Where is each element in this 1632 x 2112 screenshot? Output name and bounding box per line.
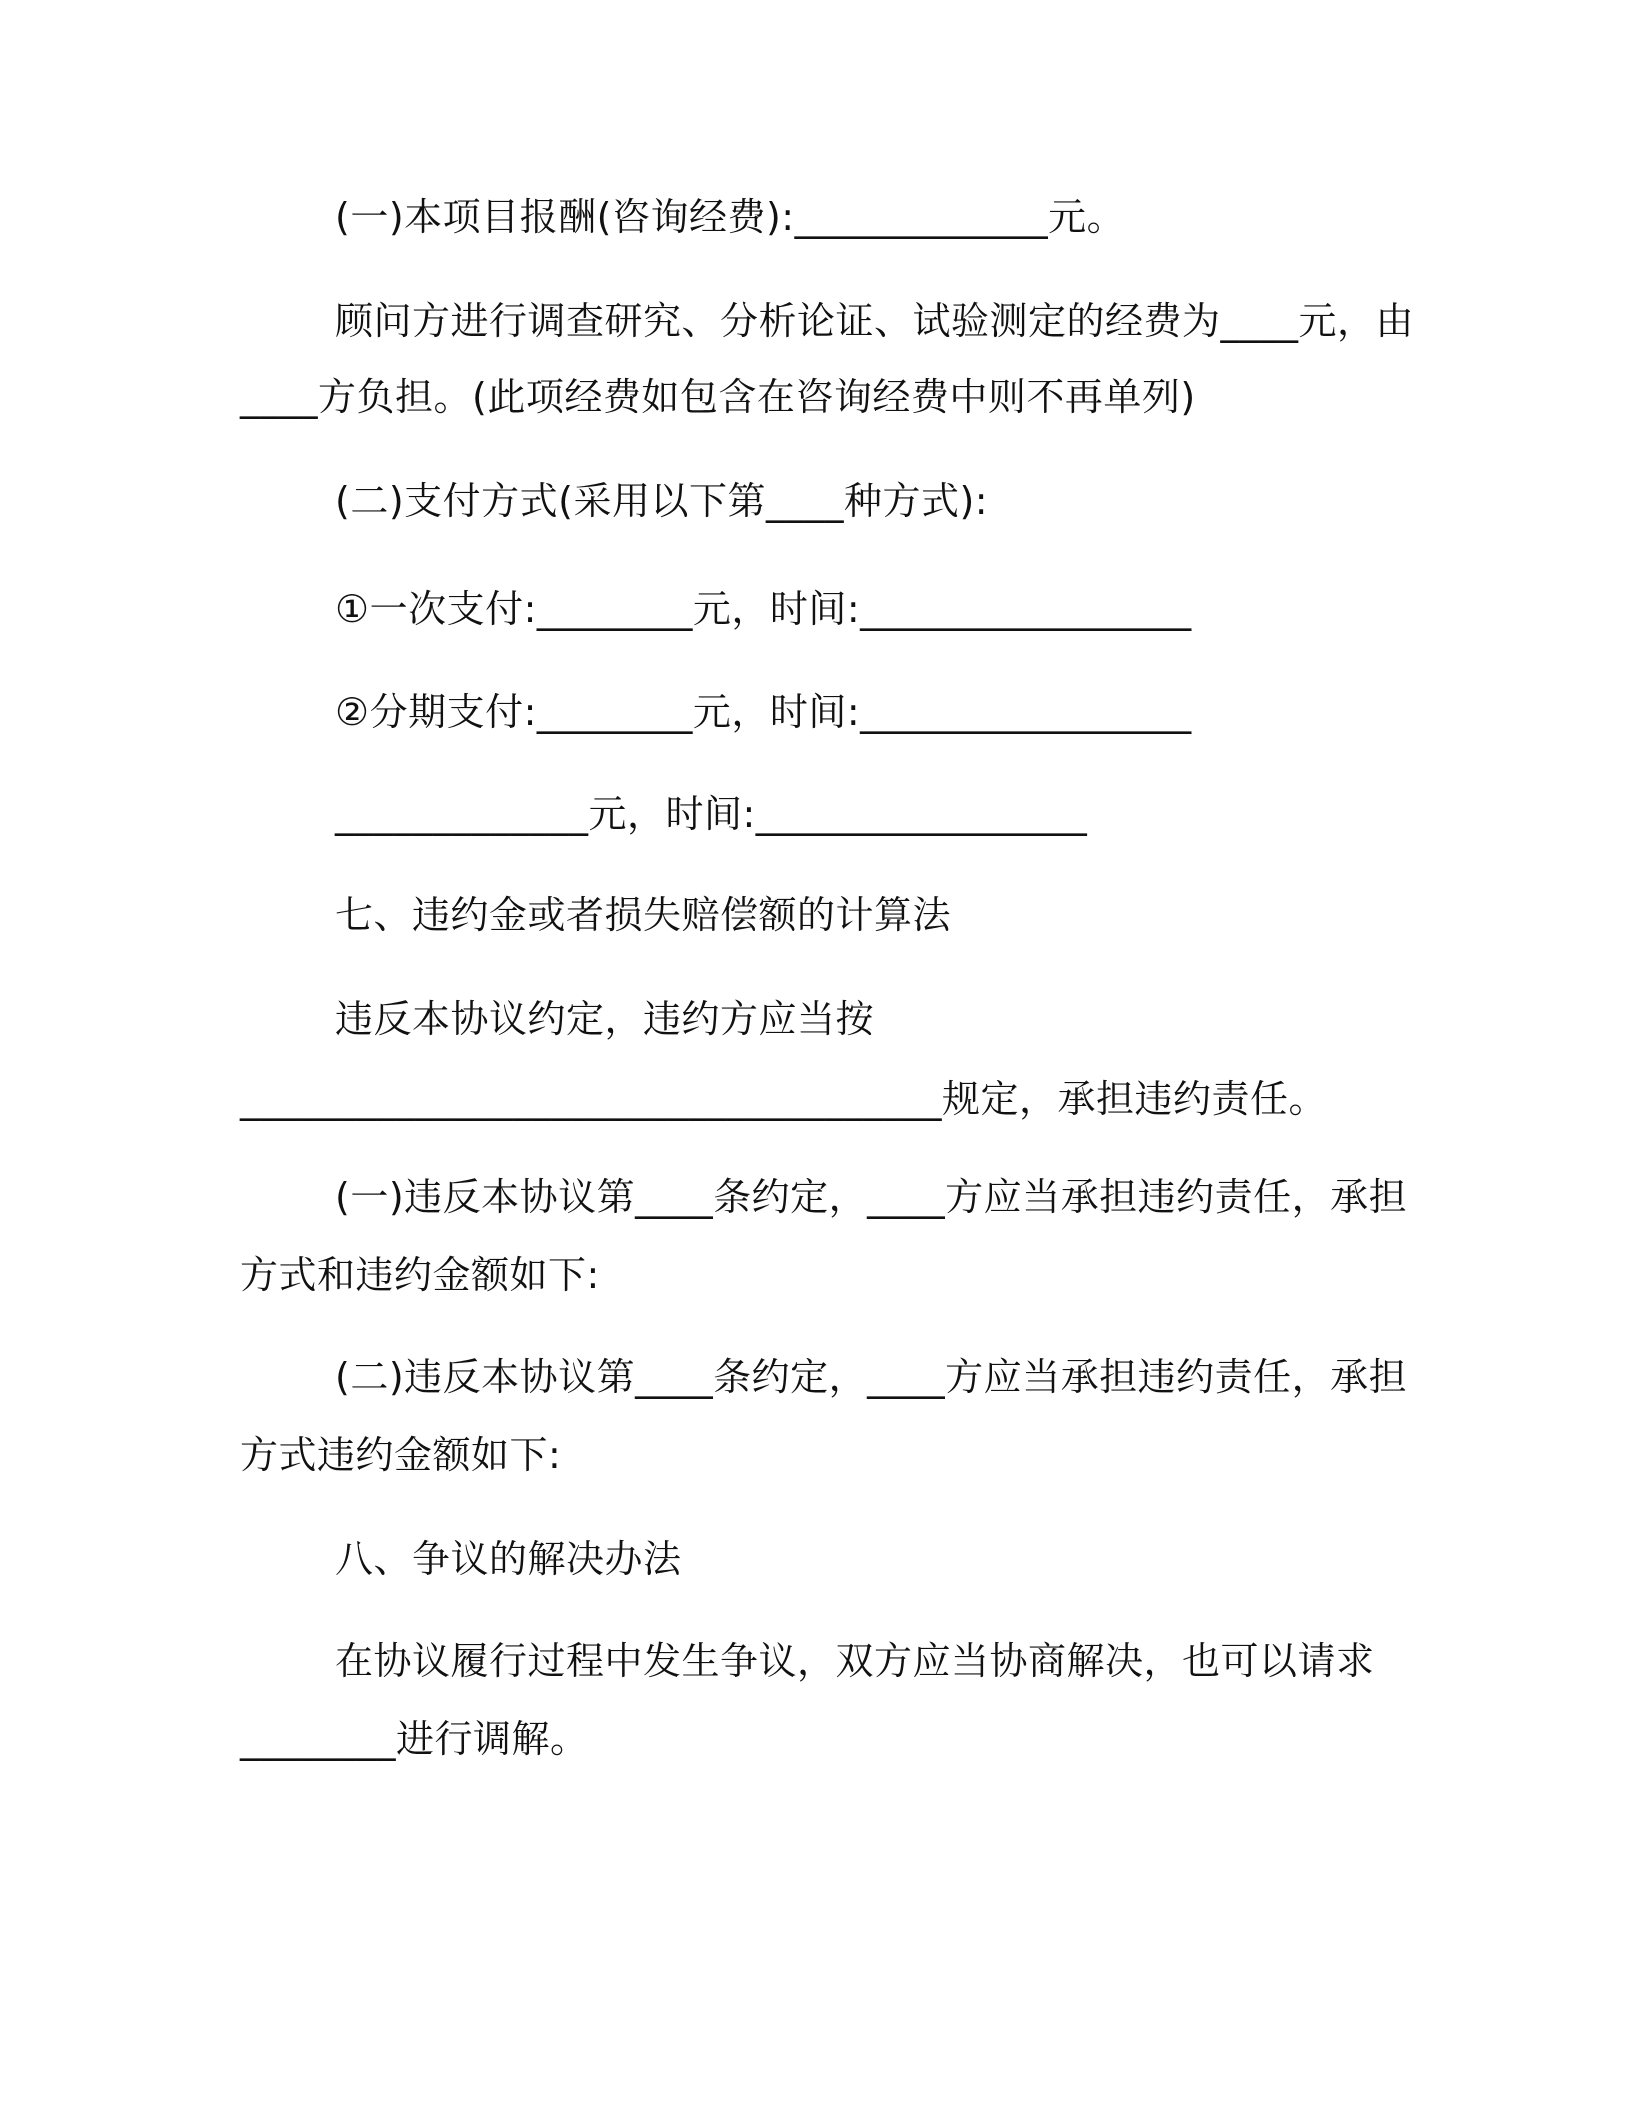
breach-clause-one: (一)违反本协议第____条约定，____方应当承担违约责任，承担 [335, 1175, 1408, 1219]
installment-payment-line-2: _____________元，时间:_________________ [335, 792, 1088, 836]
dispute-line: 在协议履行过程中发生争议，双方应当协商解决，也可以请求 [335, 1639, 1375, 1683]
breach-intro-line: 违反本协议约定，违约方应当按 [335, 997, 875, 1041]
breach-clause-one-continued: 方式和违约金额如下: [240, 1253, 600, 1297]
research-fee-continued: ____方负担。(此项经费如包含在咨询经费中则不再单列) [240, 375, 1196, 419]
breach-clause-two-continued: 方式违约金额如下: [240, 1433, 562, 1477]
breach-intro-continued: ____________________________________规定，承担违约责任。 [240, 1077, 1328, 1121]
dispute-line-continued: ________进行调解。 [240, 1717, 589, 1761]
fee-amount-line: (一)本项目报酬(咨询经费):_____________元。 [335, 195, 1126, 239]
installment-payment-line: ②分期支付:________元，时间:_________________ [335, 690, 1192, 734]
payment-method-heading: (二)支付方式(采用以下第____种方式): [335, 479, 989, 523]
section-eight-heading: 八、争议的解决办法 [335, 1537, 682, 1581]
section-seven-heading: 七、违约金或者损失赔偿额的计算法 [335, 893, 952, 937]
research-fee-line: 顾问方进行调查研究、分析论证、试验测定的经费为____元，由 [335, 299, 1415, 343]
single-payment-line: ①一次支付:________元，时间:_________________ [335, 587, 1192, 631]
breach-clause-two: (二)违反本协议第____条约定，____方应当承担违约责任，承担 [335, 1355, 1408, 1399]
